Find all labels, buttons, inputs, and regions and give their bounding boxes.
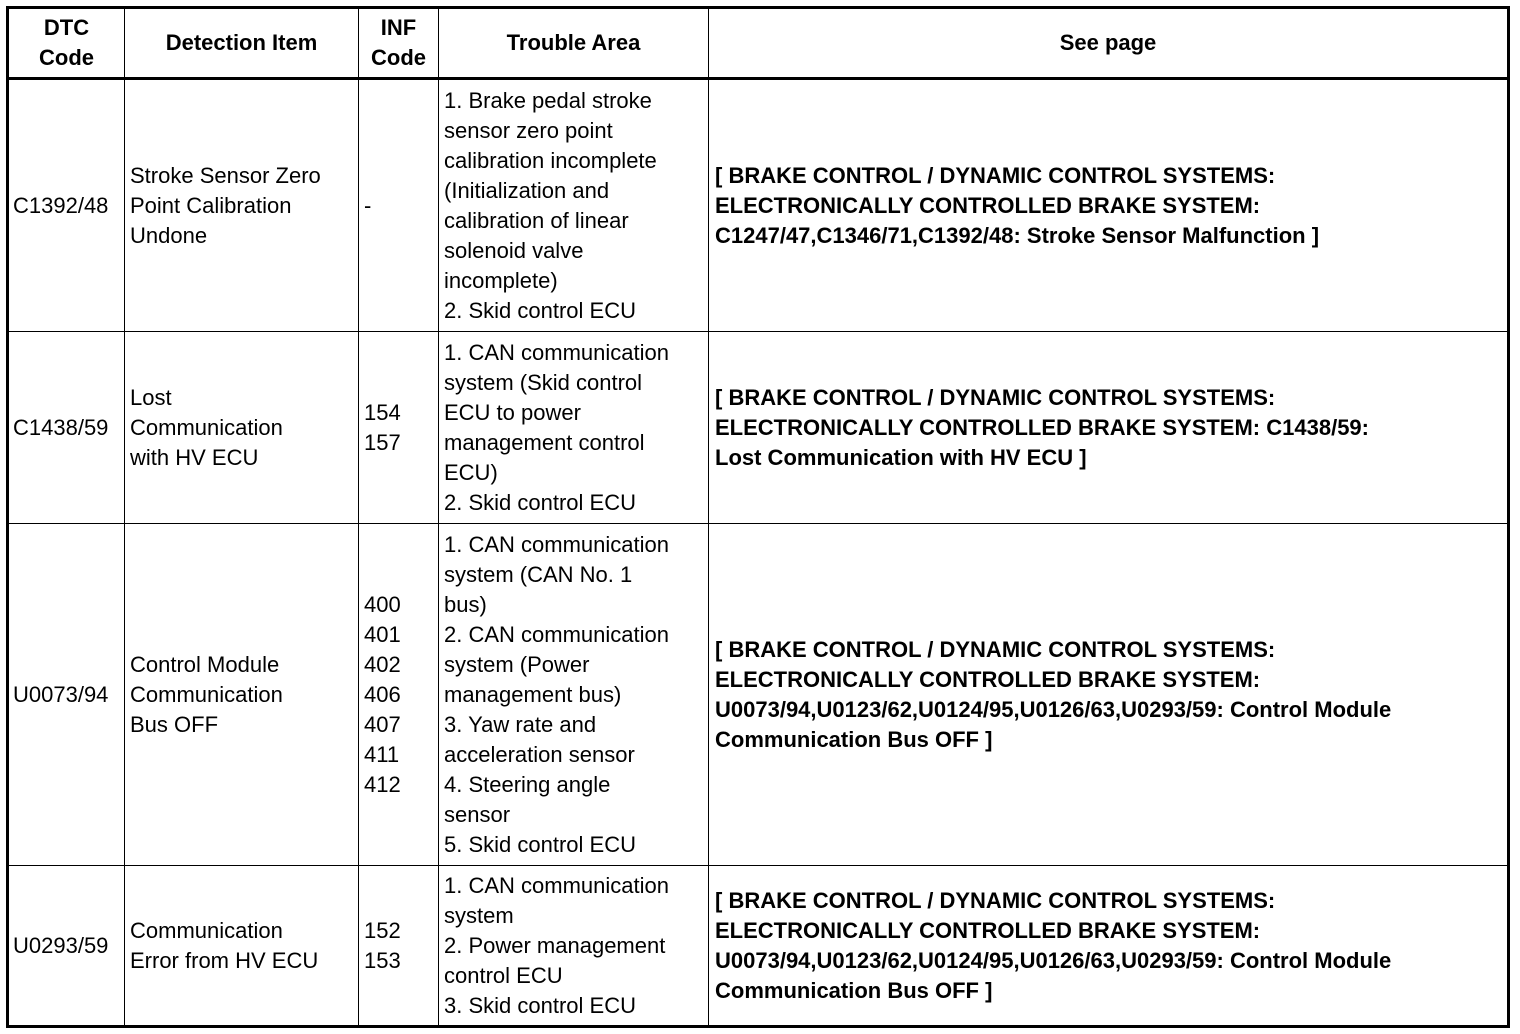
header-see-page: See page [709, 8, 1509, 79]
table-row [8, 332, 1509, 524]
header-detection-item: Detection Item [125, 8, 359, 79]
detection-item-cell: Control Module Communication Bus OFF [125, 524, 359, 866]
detection-item-cell: Communication Error from HV ECU [125, 866, 359, 1027]
trouble-area-cell: 1. Brake pedal stroke sensor zero point calibration incomplete (Initialization and calibration of linear solenoid valve incomplete) 2. Skid control ECU [439, 79, 709, 332]
see-page-link[interactable]: [ BRAKE CONTROL / DYNAMIC CONTROL SYSTEMS: ELECTRONICALLY CONTROLLED BRAKE SYSTEM: C1247/47,C1346/71,C1392/48: Stroke Sensor Malfunction ] [709, 79, 1509, 332]
inf-code-cell: 152 153 [359, 866, 439, 1027]
see-page-link[interactable]: [ BRAKE CONTROL / DYNAMIC CONTROL SYSTEMS: ELECTRONICALLY CONTROLLED BRAKE SYSTEM: U0073/94,U0123/62,U0124/95,U0126/63,U0293/59: Control Module Communication Bus OFF ] [709, 866, 1509, 1027]
table-row [8, 524, 1509, 866]
header-dtc-code: DTC Code [8, 8, 125, 79]
table-row [8, 79, 1509, 332]
inf-code-cell: - [359, 79, 439, 332]
inf-code-cell: 154 157 [359, 332, 439, 524]
header-trouble-area: Trouble Area [439, 8, 709, 79]
dtc-code-cell: U0293/59 [8, 866, 125, 1027]
dtc-code-cell: C1392/48 [8, 79, 125, 332]
table-row [8, 866, 1509, 1027]
see-page-link[interactable]: [ BRAKE CONTROL / DYNAMIC CONTROL SYSTEMS: ELECTRONICALLY CONTROLLED BRAKE SYSTEM: U0073/94,U0123/62,U0124/95,U0126/63,U0293/59: Control Module Communication Bus OFF ] [709, 524, 1509, 866]
trouble-area-cell: 1. CAN communication system (CAN No. 1 bus) 2. CAN communication system (Power management bus) 3. Yaw rate and acceleration sensor 4. Steering angle sensor 5. Skid control ECU [439, 524, 709, 866]
table-body [8, 79, 1509, 1027]
detection-item-cell: Stroke Sensor Zero Point Calibration Undone [125, 79, 359, 332]
detection-item-cell: Lost Communication with HV ECU [125, 332, 359, 524]
dtc-code-cell: U0073/94 [8, 524, 125, 866]
dtc-table [6, 6, 1510, 1028]
trouble-area-cell: 1. CAN communication system 2. Power management control ECU 3. Skid control ECU [439, 866, 709, 1027]
header-row [8, 8, 1509, 79]
dtc-code-cell: C1438/59 [8, 332, 125, 524]
see-page-link[interactable]: [ BRAKE CONTROL / DYNAMIC CONTROL SYSTEMS: ELECTRONICALLY CONTROLLED BRAKE SYSTEM: C1438/59: Lost Communication with HV ECU ] [709, 332, 1509, 524]
trouble-area-cell: 1. CAN communication system (Skid control ECU to power management control ECU) 2. Skid control ECU [439, 332, 709, 524]
inf-code-cell: 400 401 402 406 407 411 412 [359, 524, 439, 866]
table-header [8, 8, 1509, 79]
header-inf-code: INF Code [359, 8, 439, 79]
